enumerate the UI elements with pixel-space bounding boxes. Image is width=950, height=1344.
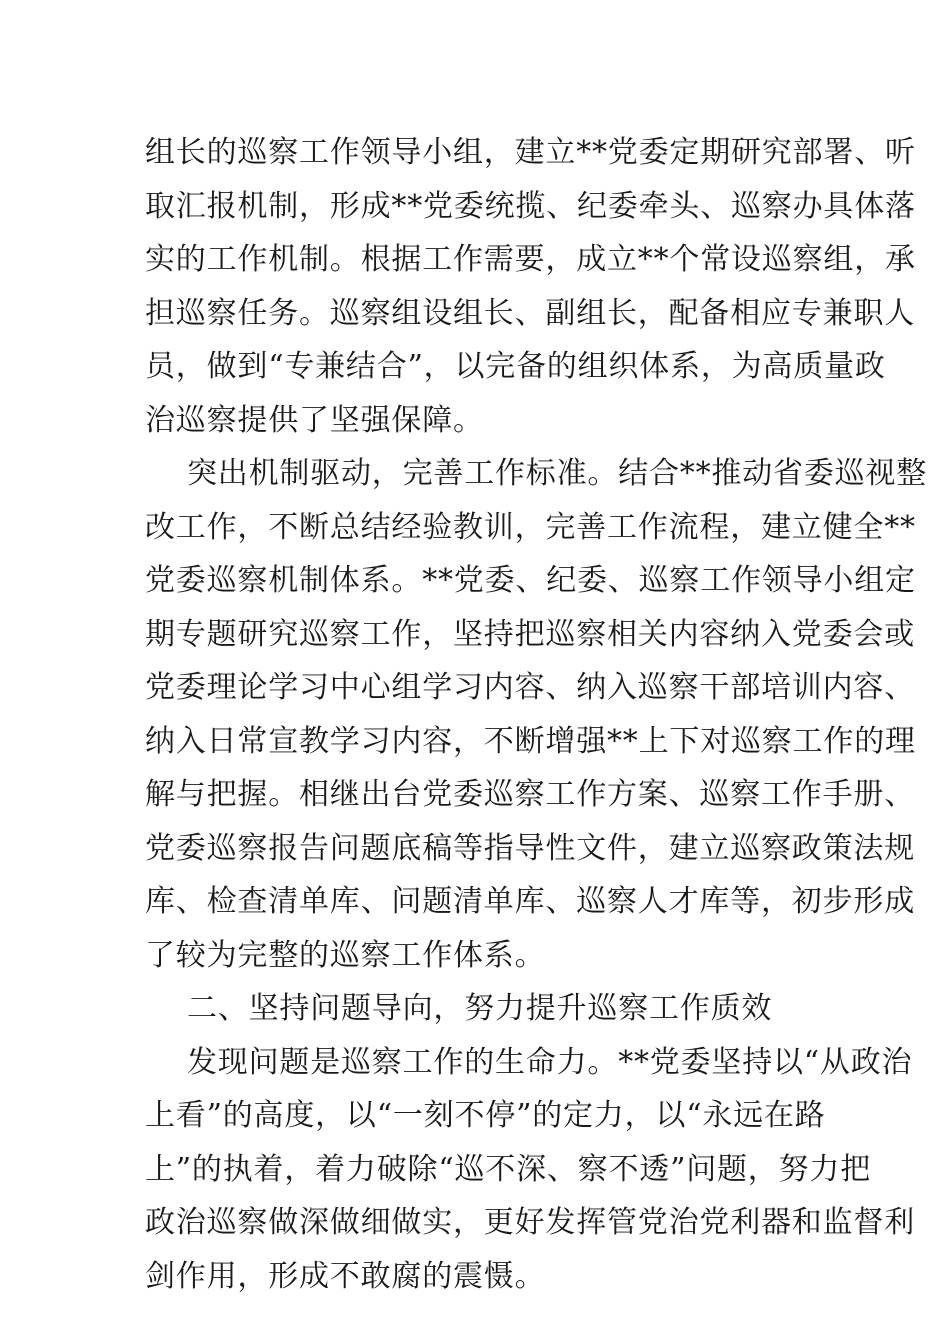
text-line: 员，做到“专兼结合”，以完备的组织体系，为高质量政 [145,349,886,384]
text-line: 剑作用，形成不敢腐的震慑。 [145,1258,546,1294]
text-line: 期专题研究巡察工作，坚持把巡察相关内容纳入党委会或 [145,616,915,652]
text-line: 组长的巡察工作领导小组，建立**党委定期研究部署、听 [145,135,916,170]
text-line: 了较为完整的巡察工作体系。 [145,937,546,973]
text-line: 纳入日常宣教学习内容，不断增强**上下对巡察工作的理 [145,723,916,759]
text-line: 政治巡察做深做细做实，更好发挥管党治党利器和监督利 [145,1205,915,1240]
section-heading: 二、坚持问题导向，努力提升巡察工作质效 [187,991,773,1026]
document-body [145,126,927,1303]
text-line: 党委理论学习中心组学习内容、纳入巡察干部培训内容、 [145,670,915,705]
text-line: 治巡察提供了坚强保障。 [145,402,484,438]
text-line: 担巡察任务。巡察组设组长、副组长，配备相应专兼职人 [145,295,915,331]
text-line: 上”的执着，着力破除“巡不深、察不透”问题，努力把 [145,1151,872,1187]
text-line: 实的工作机制。根据工作需要，成立**个常设巡察组，承 [145,242,916,277]
text-line: 发现问题是巡察工作的生命力。**党委坚持以“从政治 [187,1044,913,1080]
paragraph-heading-line: 突出机制驱动，完善工作标准。结合**推动省委巡视整 [187,456,927,491]
text-line: 上看”的高度，以“一刻不停”的定力，以“永远在路 [145,1098,826,1133]
text-line: 党委巡察机制体系。**党委、纪委、巡察工作领导小组定 [145,563,916,598]
text-line: 改工作，不断总结经验教训，完善工作流程，建立健全** [145,509,916,545]
text-line: 党委巡察报告问题底稿等指导性文件，建立巡察政策法规 [145,830,915,866]
text-line: 解与把握。相继出台党委巡察工作方案、巡察工作手册、 [145,777,915,812]
text-line: 库、检查清单库、问题清单库、巡察人才库等，初步形成 [145,884,915,919]
text-line: 取汇报机制，形成**党委统揽、纪委牵头、巡察办具体落 [145,188,916,224]
